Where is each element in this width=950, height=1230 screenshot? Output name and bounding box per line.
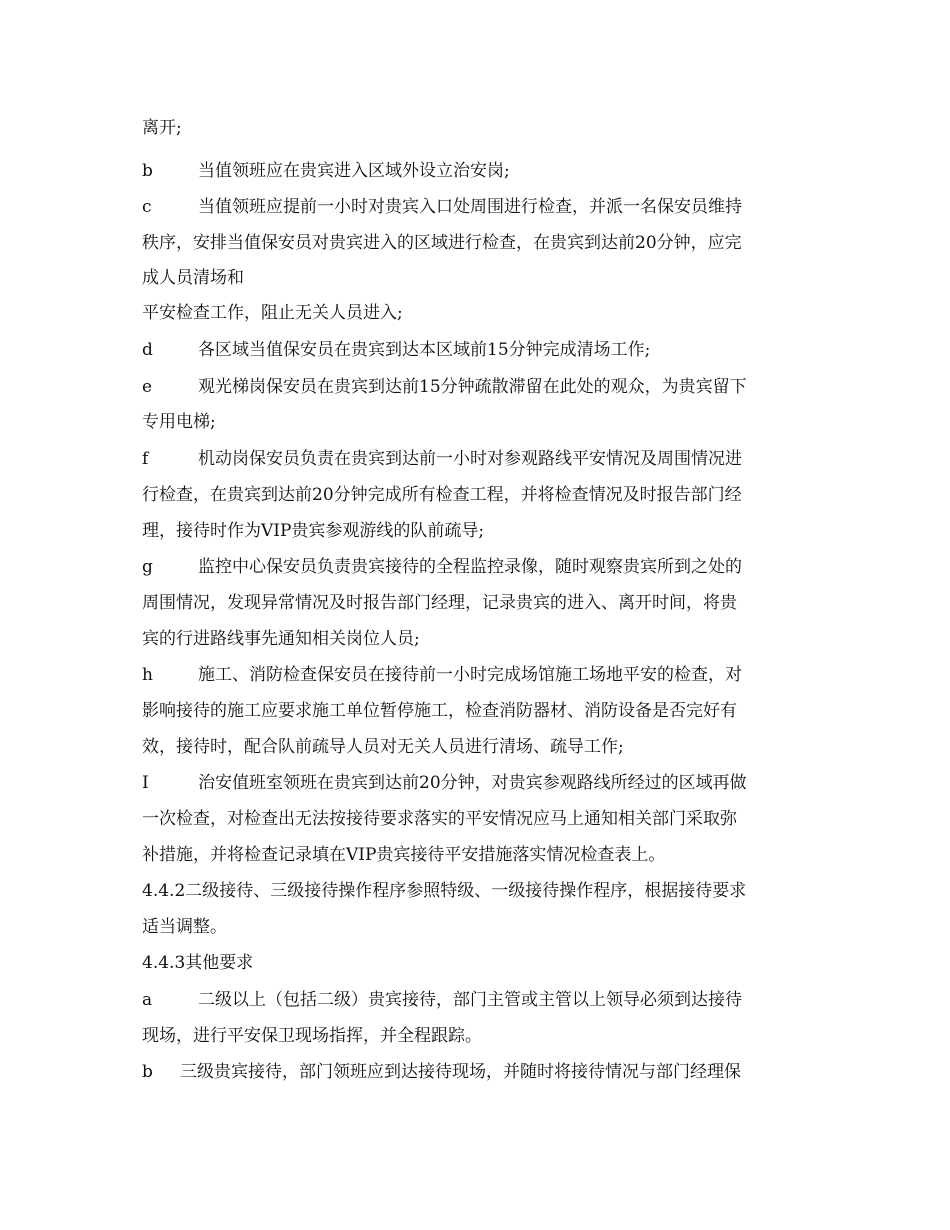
line-text: 补措施，并将检查记录填在VIP贵宾接待平安措施落实情况检查表上。 [142, 845, 666, 865]
section-heading [142, 952, 253, 974]
line-text: 专用电梯; [142, 412, 216, 432]
line-text: 理，接待时作为VIP贵宾参观游线的队前疏导; [142, 521, 485, 541]
line-text: 机动岗保安员负责在贵宾到达前一小时对参观路线平安情况及周围情况进 [198, 449, 742, 469]
line-text: 二级以上（包括二级）贵宾接待，部门主管或主管以上领导必须到达接待 [198, 990, 742, 1010]
text-line [142, 117, 182, 139]
text-line [142, 844, 665, 866]
line-text: 成人员清场和 [142, 268, 244, 288]
line-text: 影响接待的施工应要求施工单位暂停施工，检查消防器材、消防设备是否完好有 [142, 701, 737, 721]
text-line [142, 700, 737, 722]
line-text: 离开; [142, 118, 182, 138]
text-line [142, 267, 244, 289]
line-text: 施工、消防检查保安员在接待前一小时完成场馆施工场地平安的检查，对 [198, 665, 742, 685]
list-marker: f [142, 449, 149, 469]
line-text: 一次检查，对检查出无法按接待要求落实的平安情况应马上通知相关部门采取弥 [142, 809, 737, 829]
text-line [142, 592, 737, 614]
line-text: 宾的行进路线事先通知相关岗位人员; [142, 629, 420, 649]
line-text: 适当调整。 [142, 917, 227, 937]
line-text: 效，接待时，配合队前疏导人员对无关人员进行清场、疏导工作; [142, 737, 624, 757]
text-line [142, 520, 484, 542]
text-line [142, 302, 403, 324]
text-line [142, 411, 216, 433]
line-text: 当值领班应在贵宾进入区域外设立治安岗; [198, 161, 510, 181]
line-text: 现场，进行平安保卫现场指挥，并全程跟踪。 [142, 1026, 482, 1046]
text-line [142, 628, 420, 650]
text-line [142, 232, 742, 254]
list-marker: g [142, 557, 153, 577]
list-marker: b [142, 1062, 153, 1082]
line-text: 秩序，安排当值保安员对贵宾进入的区域进行检查，在贵宾到达前20分钟，应完 [142, 233, 742, 253]
line-text: 平安检查工作，阻止无关人员进入; [142, 303, 403, 323]
line-text: 各区域当值保安员在贵宾到达本区域前15分钟完成清场工作; [198, 340, 651, 360]
line-text: 监控中心保安员负责贵宾接待的全程监控录像，随时观察贵宾所到之处的 [198, 557, 742, 577]
text-line [142, 484, 742, 506]
list-marker: d [142, 340, 153, 360]
list-marker: e [142, 377, 153, 397]
text-line [142, 1025, 482, 1047]
text-line [142, 808, 737, 830]
list-marker: a [142, 990, 153, 1010]
line-text: 周围情况，发现异常情况及时报告部门经理，记录贵宾的进入、离开时间，将贵 [142, 593, 737, 613]
line-text: 行检查，在贵宾到达前20分钟完成所有检查工程，并将检查情况及时报告部门经 [142, 485, 742, 505]
text-line [142, 916, 227, 938]
line-text: 三级贵宾接待，部门领班应到达接待现场，并随时将接待情况与部门经理保 [180, 1062, 741, 1082]
line-text: 治安值班室领班在贵宾到达前20分钟，对贵宾参观路线所经过的区域再做 [198, 773, 747, 793]
list-marker: c [142, 197, 152, 217]
list-marker: h [142, 665, 153, 685]
list-marker: b [142, 161, 153, 181]
line-text: 当值领班应提前一小时对贵宾入口处周围进行检查，并派一名保安员维持 [198, 197, 742, 217]
list-marker: I [142, 773, 149, 793]
line-text: 4.4.2二级接待、三级接待操作程序参照特级、一级接待操作程序，根据接待要求 [142, 881, 747, 901]
section-line [142, 880, 746, 902]
text-line [142, 736, 624, 758]
line-text: 4.4.3其他要求 [142, 953, 254, 973]
line-text: 观光梯岗保安员在贵宾到达前15分钟疏散滞留在此处的观众，为贵宾留下 [198, 377, 747, 397]
